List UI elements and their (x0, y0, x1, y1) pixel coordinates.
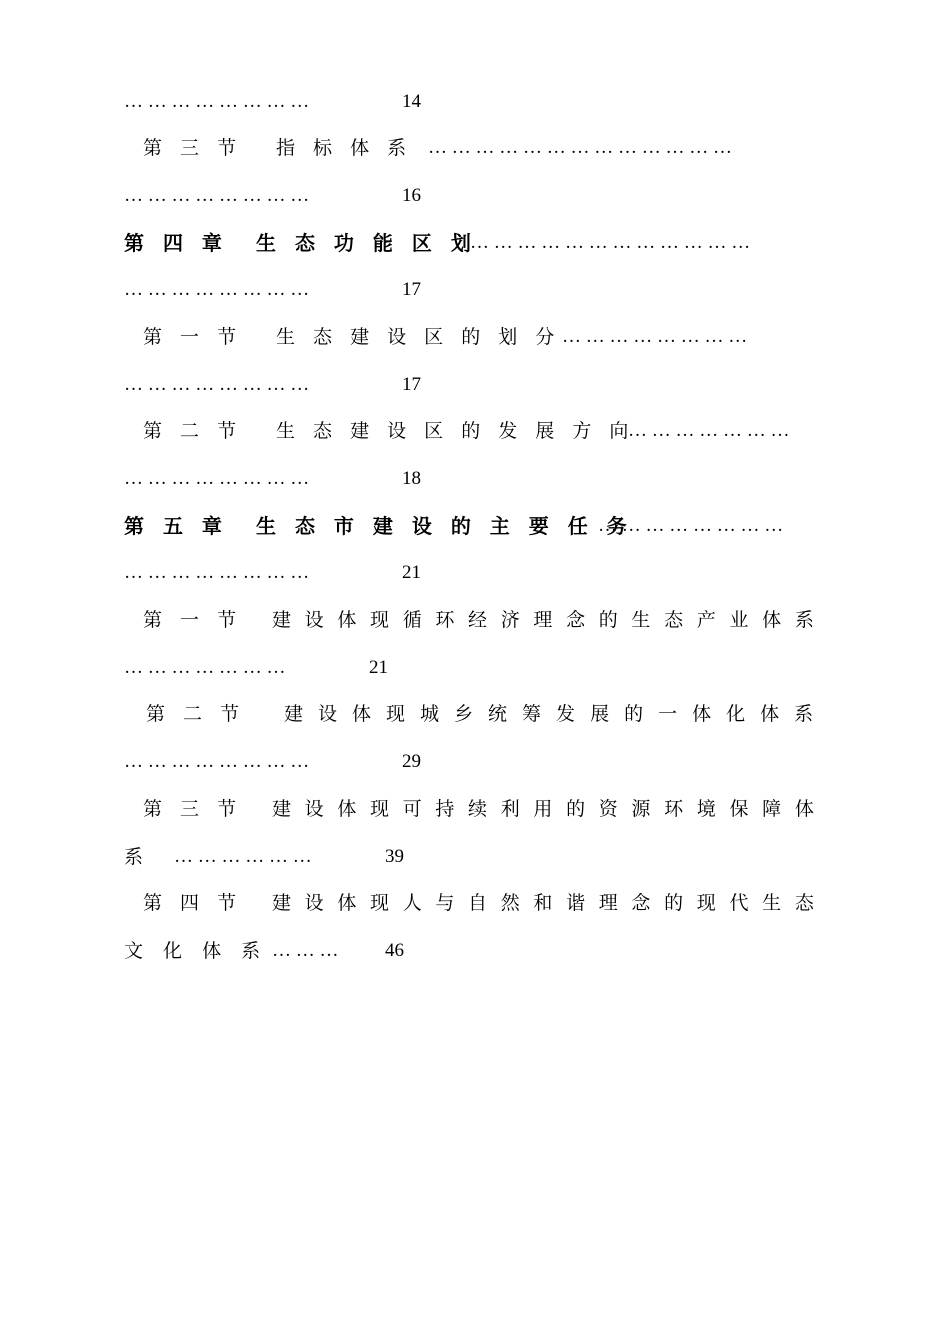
section-label: 第 三 节 (143, 137, 243, 159)
section-label: 第 二 节 (146, 703, 246, 725)
page-number: 39 (385, 846, 404, 867)
chapter-title: 生 态 市 建 设 的 主 要 任 务 (256, 514, 633, 538)
page-number: 21 (402, 562, 421, 583)
section-label: 第 二 节 (143, 420, 243, 442)
toc-chapter-entry (0, 223, 950, 263)
section-label: 第 一 节 (143, 326, 243, 348)
leader-dots: … … … … … … … … … … … … … (428, 137, 732, 158)
page-number: 14 (402, 91, 421, 112)
leader-dots: … … … … … … … … (124, 279, 310, 300)
section-title: 建 设 体 现 城 乡 统 筹 发 展 的 一 体 化 体 系 (284, 703, 818, 725)
chapter-title: 生 态 功 能 区 划 (256, 231, 477, 255)
toc-chapter-entry (0, 506, 950, 546)
leader-dots: … … … … … … … … (598, 515, 784, 536)
page-number: 29 (402, 751, 421, 772)
toc-section-entry (0, 317, 950, 357)
toc-continuation-line (0, 553, 950, 593)
page-number: 17 (402, 374, 421, 395)
toc-continuation-line (0, 459, 950, 499)
toc-section-entry (0, 128, 950, 168)
section-title-continued: 文 化 体 系 (124, 940, 268, 962)
leader-dots: … … … … … … … … (124, 91, 310, 112)
toc-continuation-line (0, 742, 950, 782)
page-number: 18 (402, 468, 421, 489)
toc-continuation-line (0, 931, 950, 971)
page-number: 46 (385, 940, 404, 961)
leader-dots: … … … … … … … … (124, 751, 310, 772)
chapter-label: 第 四 章 (124, 231, 228, 255)
section-title-continued: 系 (124, 846, 150, 868)
toc-continuation-line (0, 270, 950, 310)
toc-section-entry (0, 883, 950, 923)
section-title: 建 设 体 现 人 与 自 然 和 谐 理 念 的 现 代 生 态 (272, 892, 818, 914)
toc-section-entry (0, 694, 950, 734)
leader-dots: … … … … … … … … (562, 326, 748, 347)
leader-dots: … … … … … … … … (124, 468, 310, 489)
leader-dots: … … … … … … … … (124, 374, 310, 395)
leader-dots: … … … … … … … (124, 657, 286, 678)
leader-dots: … … … … … … (174, 846, 312, 867)
section-title: 建 设 体 现 循 环 经 济 理 念 的 生 态 产 业 体 系 (272, 609, 818, 631)
toc-continuation-line (0, 837, 950, 877)
section-label: 第 一 节 (143, 609, 243, 631)
section-title: 生 态 建 设 区 的 划 分 (276, 326, 561, 348)
leader-dots: … … … … … … … … … … … … (470, 232, 751, 253)
toc-continuation-line (0, 82, 950, 122)
leader-dots: … … … … … … … … (124, 562, 310, 583)
page-number: 21 (369, 657, 388, 678)
toc-section-entry (0, 600, 950, 640)
leader-dots: … … … … … … … … (124, 185, 310, 206)
page-number: 17 (402, 279, 421, 300)
toc-continuation-line (0, 176, 950, 216)
section-label: 第 四 节 (143, 892, 243, 914)
leader-dots: … … … … … … … (628, 420, 790, 441)
toc-section-entry (0, 411, 950, 451)
section-title: 指 标 体 系 (276, 137, 413, 159)
toc-continuation-line (0, 648, 950, 688)
leader-dots: … … … (272, 940, 339, 961)
page-number: 16 (402, 185, 421, 206)
section-title: 建 设 体 现 可 持 续 利 用 的 资 源 环 境 保 障 体 (272, 798, 818, 820)
toc-section-entry (0, 789, 950, 829)
chapter-label: 第 五 章 (124, 514, 228, 538)
section-label: 第 三 节 (143, 798, 243, 820)
toc-continuation-line (0, 365, 950, 405)
section-title: 生 态 建 设 区 的 发 展 方 向 (276, 420, 635, 442)
